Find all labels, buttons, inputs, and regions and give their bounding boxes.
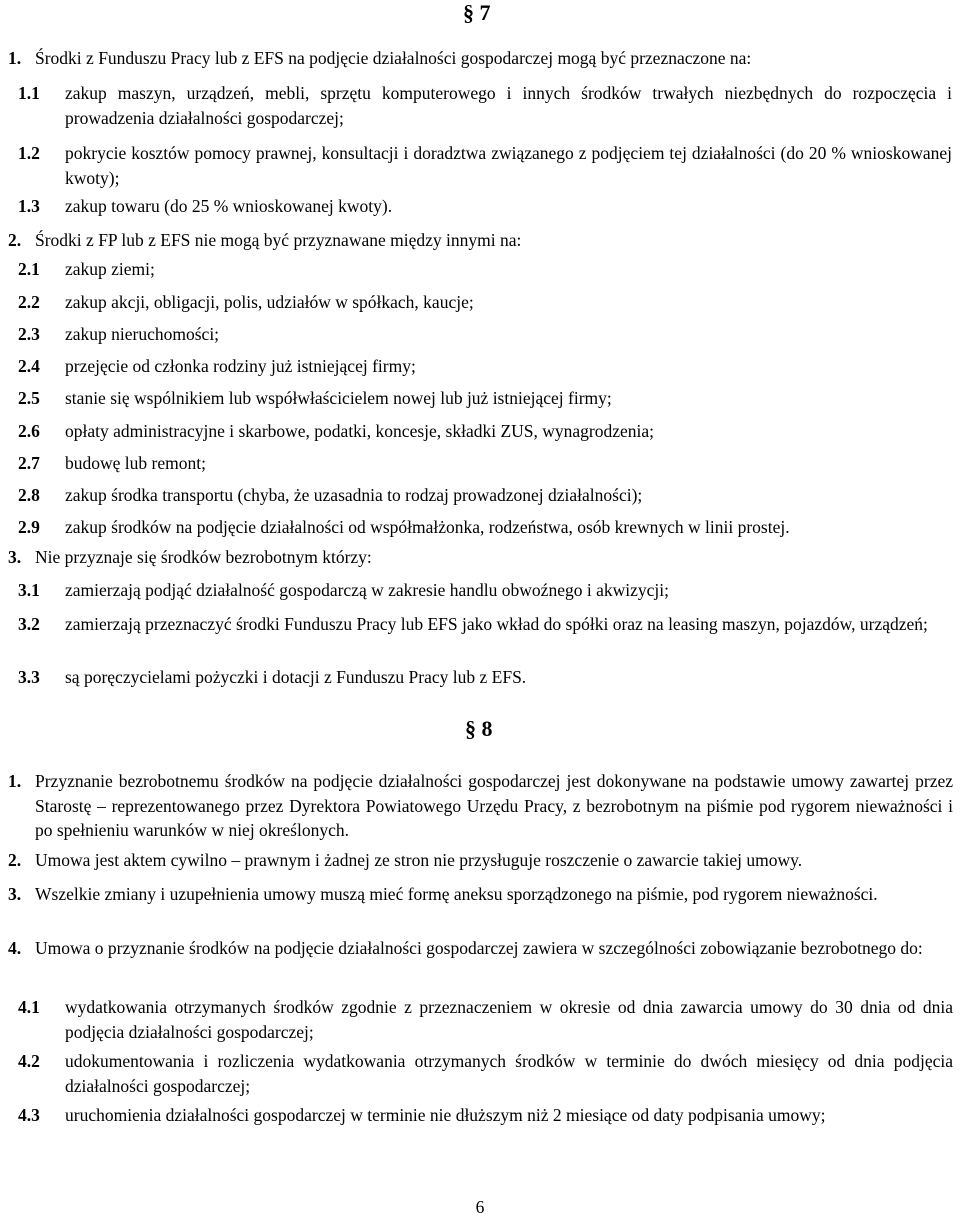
s7-item-1-3-text: zakup towaru (do 25 % wnioskowanej kwoty).	[65, 196, 393, 216]
s7-item-3-1-number: 3.1	[18, 580, 40, 600]
s7-item-2-6-number: 2.6	[18, 421, 40, 441]
s8-item-4-2-text: udokumentowania i rozliczenia wydatkowania otrzymanych środków w terminie do dwóch miesięcy od dnia podjęcia działalności gospodarczej;	[65, 1051, 953, 1096]
s7-item-2-3-text: zakup nieruchomości;	[65, 324, 220, 344]
s8-item-4-3-number: 4.3	[18, 1105, 40, 1125]
section-8-heading: § 8	[465, 716, 493, 741]
s7-item-1-number: 1.	[8, 48, 22, 68]
s7-item-1-text: Środki z Funduszu Pracy lub z EFS na podjęcie działalności gospodarczej mogą być przeznaczone na:	[35, 48, 752, 68]
s7-item-2-4-text: przejęcie od członka rodziny już istniejącej firmy;	[65, 356, 416, 376]
s7-item-1-1-number: 1.1	[18, 83, 40, 103]
s7-item-2-6-text: opłaty administracyjne i skarbowe, podatki, koncesje, składki ZUS, wynagrodzenia;	[65, 421, 655, 441]
s7-item-1-2-number: 1.2	[18, 143, 40, 163]
s7-item-3-number: 3.	[8, 547, 22, 567]
s8-item-1-number: 1.	[8, 771, 22, 791]
page-number: 6	[475, 1197, 485, 1217]
s7-item-1-1-text: zakup maszyn, urządzeń, mebli, sprzętu komputerowego i innych środków trwałych niezbędnych do rozpoczęcia i prowadzenia działalności gospodarczej;	[65, 83, 952, 128]
s7-item-1-2-text: pokrycie kosztów pomocy prawnej, konsultacji i doradztwa związanego z podjęciem tej działalności (do 20 % wnioskowanej kwoty);	[65, 143, 952, 188]
s7-item-2-9-number: 2.9	[18, 517, 40, 537]
section-7-heading: § 7	[463, 0, 491, 25]
s7-item-2-1-number: 2.1	[18, 259, 40, 279]
s7-item-2-8-text: zakup środka transportu (chyba, że uzasadnia to rodzaj prowadzonej działalności);	[65, 485, 643, 505]
s8-item-3-text: Wszelkie zmiany i uzupełnienia umowy muszą mieć formę aneksu sporządzonego na piśmie, pod rygorem nieważności.	[35, 884, 878, 904]
s7-item-2-2-number: 2.2	[18, 292, 40, 312]
s7-item-2-2-text: zakup akcji, obligacji, polis, udziałów w spółkach, kaucje;	[65, 292, 474, 312]
s7-item-2-4-number: 2.4	[18, 356, 40, 376]
s8-item-4-2-number: 4.2	[18, 1051, 40, 1071]
s7-item-3-1-text: zamierzają podjąć działalność gospodarczą w zakresie handlu obwoźnego i akwizycji;	[65, 580, 669, 600]
s7-item-3-text: Nie przyznaje się środków bezrobotnym którzy:	[35, 547, 372, 567]
s7-item-2-text: Środki z FP lub z EFS nie mogą być przyznawane między innymi na:	[35, 230, 522, 250]
s8-item-1-text: Przyznanie bezrobotnemu środków na podjęcie działalności gospodarczej jest dokonywane na podstawie umowy zawartej przez Starostę – reprezentowanego przez Dyrektora Powiatowego Urzędu Pracy, z bezrobotnym na piśmie pod rygorem nieważności i po spełnieniu warunków w niej określonych.	[35, 771, 953, 840]
s7-item-2-1-text: zakup ziemi;	[65, 259, 155, 279]
s7-item-2-number: 2.	[8, 230, 22, 250]
s7-item-3-2-number: 3.2	[18, 614, 40, 634]
s8-item-4-3-text: uruchomienia działalności gospodarczej w terminie nie dłuższym niż 2 miesiące od daty podpisania umowy;	[65, 1105, 826, 1125]
s8-item-2-text: Umowa jest aktem cywilno – prawnym i żadnej ze stron nie przysługuje roszczenie o zawarcie takiej umowy.	[35, 850, 803, 870]
s7-item-2-7-number: 2.7	[18, 453, 40, 473]
s8-item-4-1-number: 4.1	[18, 997, 40, 1017]
s7-item-3-2-text: zamierzają przeznaczyć środki Funduszu Pracy lub EFS jako wkład do spółki oraz na leasing maszyn, pojazdów, urządzeń;	[65, 614, 928, 634]
s8-item-2-number: 2.	[8, 850, 22, 870]
s8-item-3-number: 3.	[8, 884, 22, 904]
s8-item-4-number: 4.	[8, 938, 22, 958]
s8-item-4-1-text: wydatkowania otrzymanych środków zgodnie z przeznaczeniem w okresie od dnia zawarcia umowy do 30 dnia od dnia podjęcia działalności gospodarczej;	[65, 997, 953, 1042]
s7-item-2-5-number: 2.5	[18, 388, 40, 408]
s7-item-3-3-number: 3.3	[18, 667, 40, 687]
s7-item-2-5-text: stanie się wspólnikiem lub współwłaścicielem nowej lub już istniejącej firmy;	[65, 388, 612, 408]
s7-item-3-3-text: są poręczycielami pożyczki i dotacji z Funduszu Pracy lub z EFS.	[65, 667, 527, 687]
s7-item-2-8-number: 2.8	[18, 485, 40, 505]
s7-item-1-3-number: 1.3	[18, 196, 40, 216]
s7-item-2-9-text: zakup środków na podjęcie działalności od współmałżonka, rodzeństwa, osób krewnych w linii prostej.	[65, 517, 790, 537]
s7-item-2-3-number: 2.3	[18, 324, 40, 344]
s8-item-4-text: Umowa o przyznanie środków na podjęcie działalności gospodarczej zawiera w szczególności zobowiązanie bezrobotnego do:	[35, 938, 923, 958]
s7-item-2-7-text: budowę lub remont;	[65, 453, 206, 473]
